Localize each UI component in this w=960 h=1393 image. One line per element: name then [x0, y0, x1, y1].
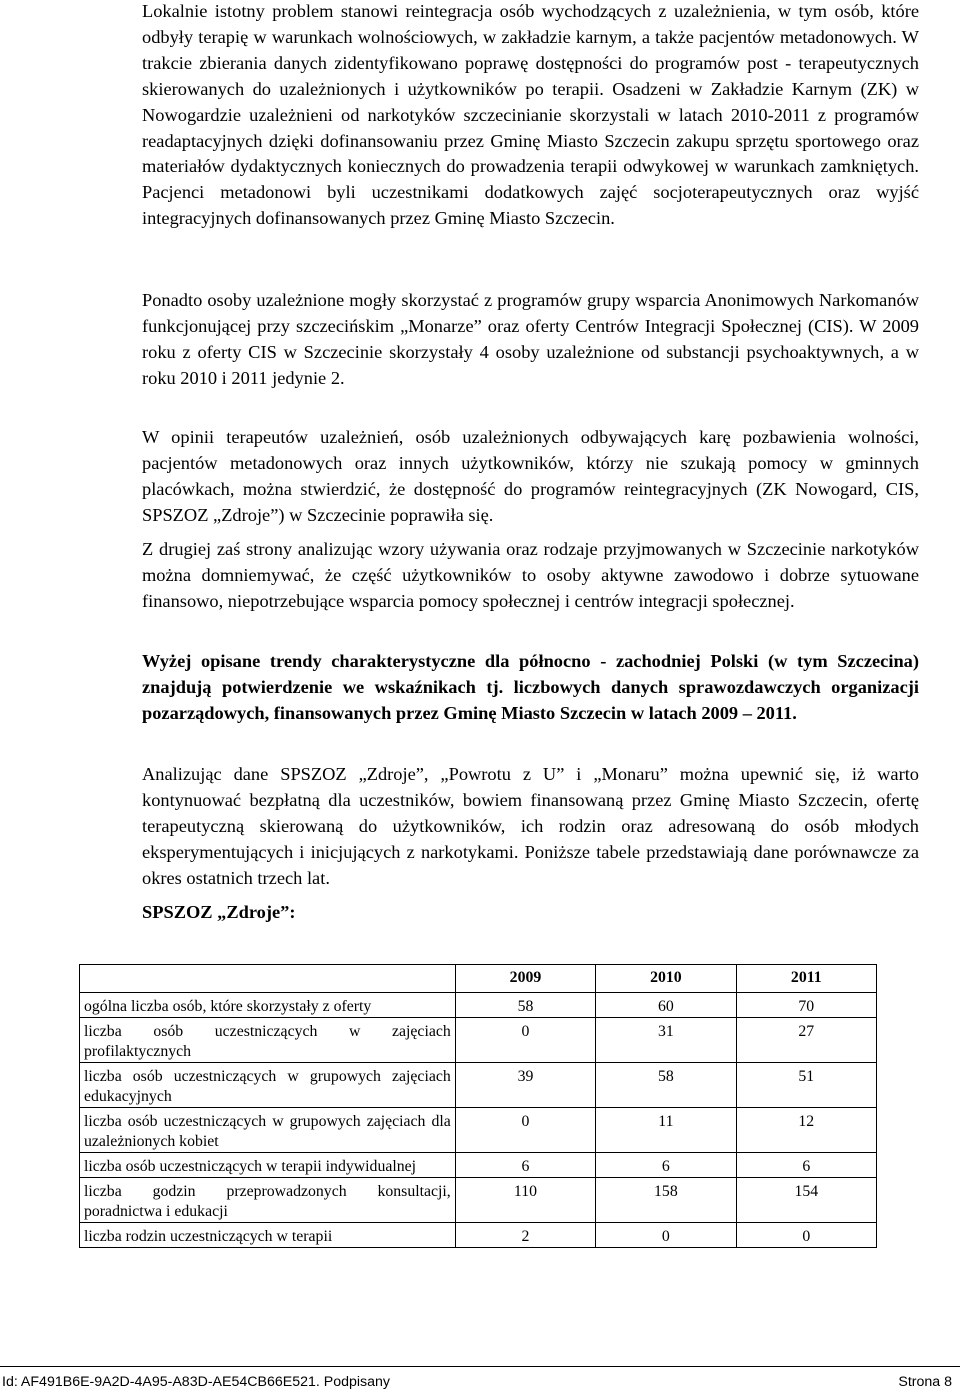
table-cell: 110 — [455, 1178, 595, 1223]
paragraph-usage-patterns: Z drugiej zaś strony analizując wzory używania oraz rodzaje przyjmowanych w Szczecinie narkotyków można domniemywać, że część użytkowników to osoby aktywne zawodowo i dobrze sytuowane finansowo, niepotrzebujące wsparcia pomocy społecznej i centrów integracji społecznej. — [142, 539, 919, 611]
table-cell: 27 — [736, 1018, 876, 1063]
table-cell: 70 — [736, 993, 876, 1018]
table-cell: 58 — [455, 993, 595, 1018]
table-cell: 6 — [596, 1153, 736, 1178]
table-cell: 51 — [736, 1063, 876, 1108]
table-row — [80, 1018, 877, 1063]
table-header-row — [80, 965, 877, 993]
table-cell: 12 — [736, 1108, 876, 1153]
table-row — [80, 1178, 877, 1223]
table-cell: 39 — [455, 1063, 595, 1108]
table-row — [80, 1223, 877, 1248]
table-row-label: liczba osób uczestniczących w grupowych zajęciach edukacyjnych — [80, 1063, 456, 1108]
page-number: Strona 8 — [898, 1374, 952, 1390]
table-row — [80, 1108, 877, 1153]
table-row-label: liczba osób uczestniczących w terapii indywidualnej — [80, 1153, 456, 1178]
table-cell: 11 — [596, 1108, 736, 1153]
table-cell: 6 — [736, 1153, 876, 1178]
table-header-empty — [80, 965, 456, 993]
table-row-label: liczba rodzin uczestniczących w terapii — [80, 1223, 456, 1248]
document-id-text: Id: AF491B6E-9A2D-4A95-A83D-AE54CB66E521. Podpisany — [2, 1374, 391, 1390]
table-cell: 0 — [455, 1018, 595, 1063]
table-row-label: liczba godzin przeprowadzonych konsultacji, poradnictwa i edukacji — [80, 1178, 456, 1223]
table-cell: 0 — [596, 1223, 736, 1248]
paragraph-trends-bold: Wyżej opisane trendy charakterystyczne dla północno - zachodniej Polski (w tym Szczecina) znajdują potwierdzenie we wskaźnikach tj. liczbowych danych sprawozdawczych organizacji pozarządowych, finansowanych przez Gminę Miasto Szczecin w latach 2009 – 2011. — [142, 651, 919, 723]
table-row-label: liczba osób uczestniczących w grupowych zajęciach dla uzależnionych kobiet — [80, 1108, 456, 1153]
table-row-label: liczba osób uczestniczących w zajęciach profilaktycznych — [80, 1018, 456, 1063]
table-header-year: 2009 — [455, 965, 595, 993]
table-row — [80, 1063, 877, 1108]
table-cell: 6 — [455, 1153, 595, 1178]
table-cell: 158 — [596, 1178, 736, 1223]
paragraph-reintegration: Lokalnie istotny problem stanowi reintegracja osób wychodzących z uzależnienia, w tym osób, które odbyły terapię w warunkach wolnościowych, w zakładzie karnym, a także pacjentów metadonowych. W trakcie zbierania danych zidentyfikowano poprawę dostępności do programów post - terapeutycznych skierowanych do uzależnionych i użytkowników po terapii. Osadzeni w Zakładzie Karnym (ZK) w Nowogardzie uzależnieni od narkotyków szczecinianie skorzystali w latach 2010-2011 z programów readaptacyjnych dzięki dofinansowaniu przez Gminę Miasto Szczecin zakupu sprzętu sportowego oraz materiałów dydaktycznych koniecznych do prowadzenia terapii odwykowej w warunkach zamkniętych. Pacjenci metadonowi byli uczestnikami dodatkowych zajęć socjoterapeutycznych oraz wyjść integracyjnych dofinansowanych przez Gminę Miasto Szczecin. — [142, 1, 919, 229]
statistics-table — [79, 964, 877, 1248]
table-row-label: ogólna liczba osób, które skorzystały z oferty — [80, 993, 456, 1018]
table-cell: 0 — [736, 1223, 876, 1248]
table-cell: 0 — [455, 1108, 595, 1153]
paragraph-analysis: Analizując dane SPSZOZ „Zdroje”, „Powrotu z U” i „Monaru” można upewnić się, iż warto kontynuować bezpłatną dla uczestników, bowiem finansowaną przez Gminę Miasto Szczecin, ofertę terapeutyczną skierowaną do użytkowników, ich rodzin oraz adresowaną do osób młodych eksperymentujących i inicjujących z narkotykami. Poniższe tabele przedstawiają dane porównawcze za okres ostatnich trzech lat. — [142, 764, 919, 888]
table-row — [80, 993, 877, 1018]
table-cell: 154 — [736, 1178, 876, 1223]
table-header-year: 2010 — [596, 965, 736, 993]
table-row — [80, 1153, 877, 1178]
section-heading-zdroje: SPSZOZ „Zdroje”: — [142, 902, 296, 922]
table-cell: 2 — [455, 1223, 595, 1248]
table-header-year: 2011 — [736, 965, 876, 993]
table-cell: 60 — [596, 993, 736, 1018]
paragraph-therapists-opinion: W opinii terapeutów uzależnień, osób uzależnionych odbywających karę pozbawienia wolności, pacjentów metadonowych oraz innych użytkowników, którzy nie szukają pomocy w gminnych placówkach, można stwierdzić, że dostępność do programów reintegracyjnych (ZK Nowogard, CIS, SPSZOZ „Zdroje”) w Szczecinie poprawiła się. — [142, 427, 919, 525]
table-cell: 31 — [596, 1018, 736, 1063]
paragraph-support-groups: Ponadto osoby uzależnione mogły skorzystać z programów grupy wsparcia Anonimowych Narkomanów funkcjonującej przy szczecińskim „Monarze” oraz oferty Centrów Integracji Społecznej (CIS). W 2009 roku z oferty CIS w Szczecinie skorzystały 4 osoby uzależnione od substancji psychoaktywnych, a w roku 2010 i 2011 jedynie 2. — [142, 290, 919, 388]
table-cell: 58 — [596, 1063, 736, 1108]
page-footer — [0, 1366, 960, 1390]
